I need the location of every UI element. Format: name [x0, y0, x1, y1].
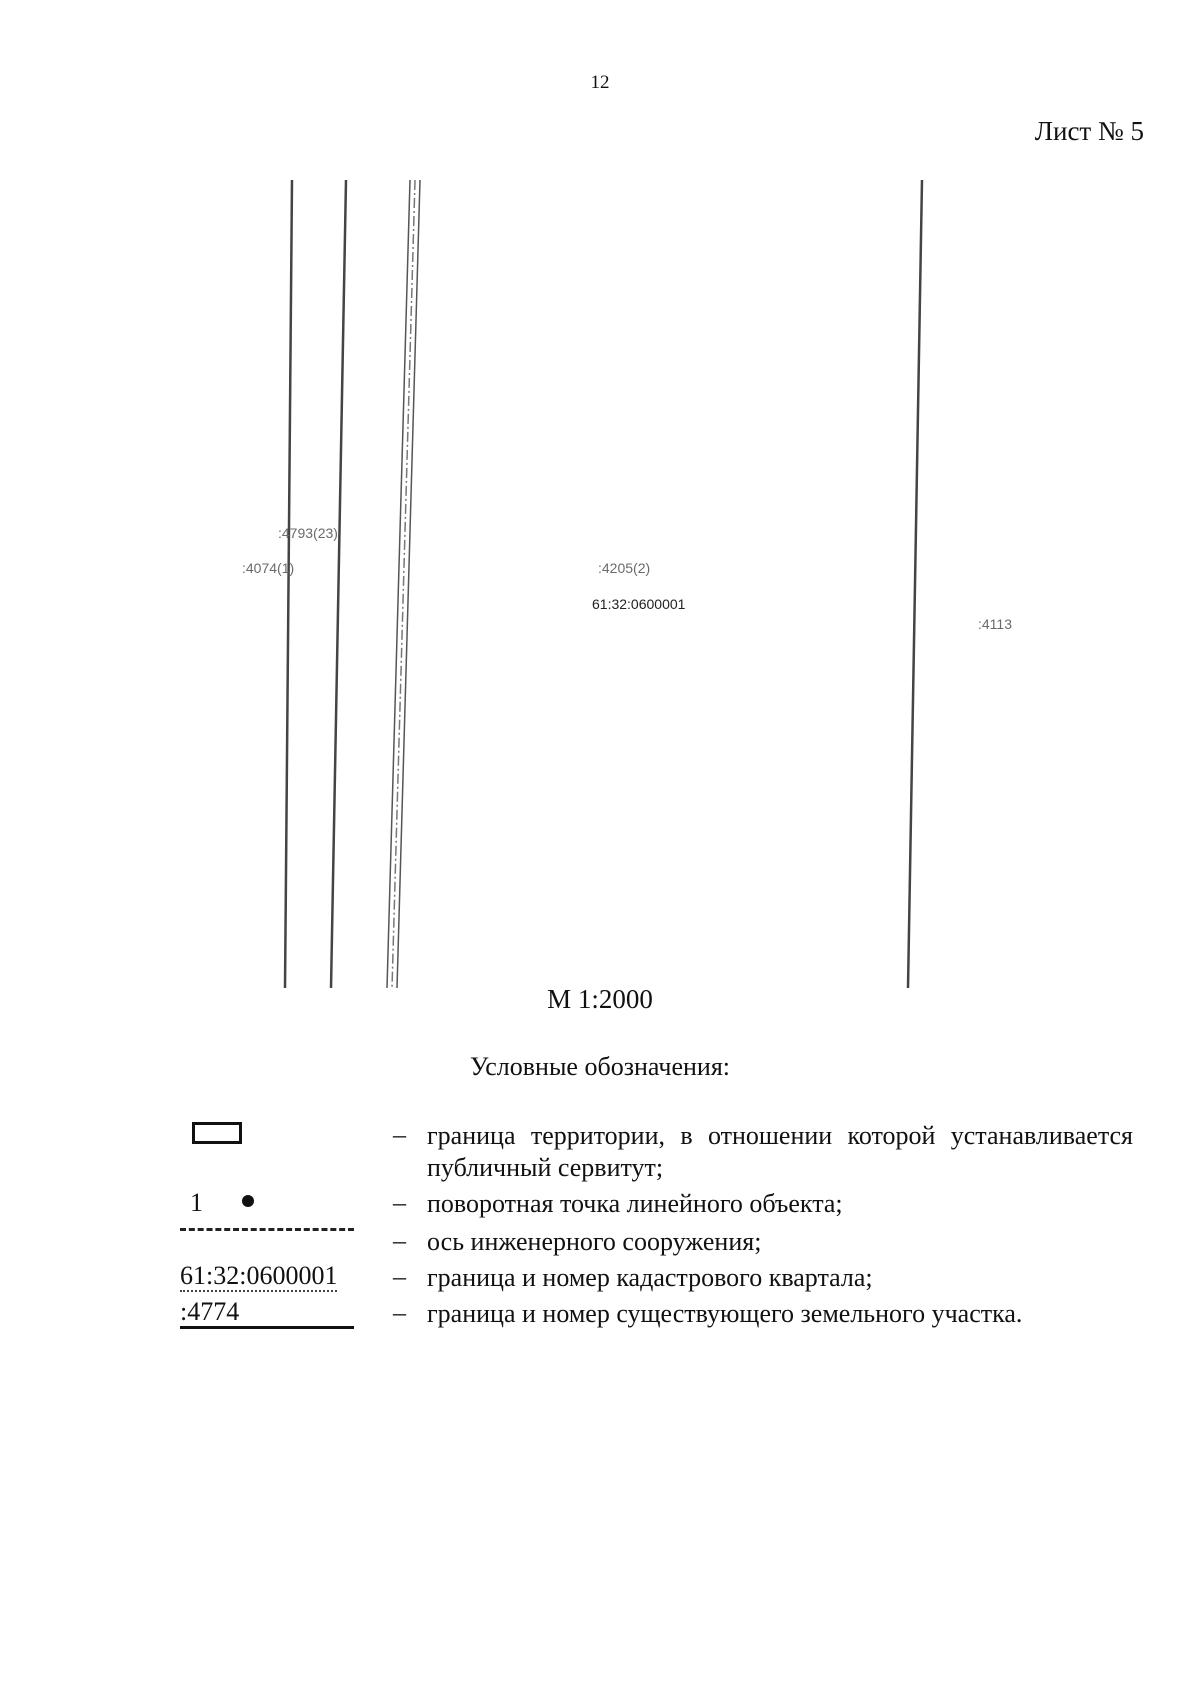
legend-item-text: граница и номер кадастрового квартала; [427, 1263, 873, 1292]
map-scale: М 1:2000 [547, 984, 653, 1014]
parcel-boundary-line [331, 180, 346, 988]
legend-item-text: ось инженерного сооружения; [427, 1227, 762, 1256]
servitude-boundary-symbol [192, 1122, 242, 1144]
parcel-boundary-line [908, 180, 922, 988]
legend-item-text: граница территории, в отношении которой устанавливается публичный сервитут; [427, 1121, 1133, 1182]
legend-item-text: граница и номер существующего земельного участка. [427, 1299, 1023, 1328]
cadastral-quarter-symbol: 61:32:0600001 [180, 1261, 338, 1290]
quarter-boundary-axis [392, 180, 415, 988]
quarter-boundary-line [397, 180, 420, 988]
parcel-boundary-line [285, 180, 292, 988]
legend-dash: – [393, 1226, 406, 1255]
map-label-parcel-4113: :4113 [978, 616, 1012, 632]
turn-point-number: 1 [190, 1188, 203, 1217]
page-number: 12 [590, 72, 610, 93]
legend-dash: – [393, 1298, 406, 1327]
map-label-parcel-4793: :4793(23) [278, 525, 338, 541]
legend-dash: – [393, 1188, 406, 1217]
map-label-parcel-4074: :4074(1) [242, 560, 295, 576]
legend-item-text: поворотная точка линейного объекта; [427, 1189, 843, 1218]
legend-dash: – [393, 1262, 406, 1291]
map-label-quarter: 61:32:0600001 [592, 596, 686, 612]
legend-title: Условные обозначения: [469, 1052, 731, 1081]
quarter-boundary-line [387, 180, 410, 988]
land-parcel-symbol: :4774 [180, 1298, 354, 1329]
engineering-axis-symbol [180, 1228, 354, 1231]
map-label-parcel-4205: :4205(2) [598, 560, 651, 576]
turn-point-dot-icon [242, 1195, 254, 1207]
legend-dash: – [393, 1120, 406, 1149]
map-fragment [0, 150, 1200, 990]
sheet-label: Лист № 5 [1034, 116, 1144, 146]
